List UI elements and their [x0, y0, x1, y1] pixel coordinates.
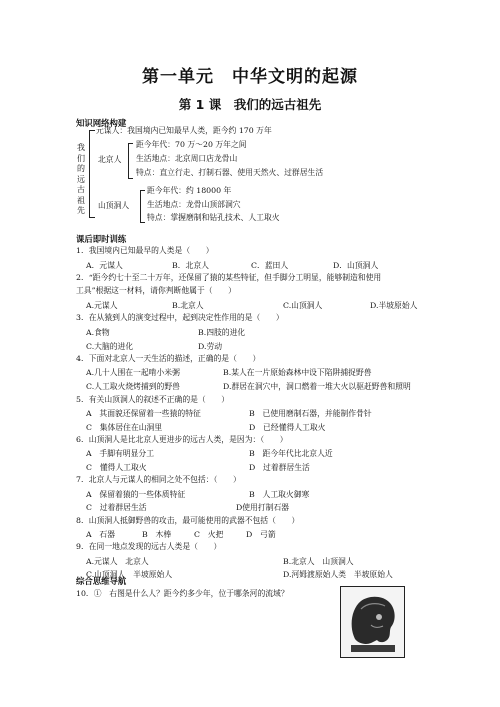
answer-option[interactable]: D.河姆渡原始人类 半坡原始人: [283, 570, 393, 579]
section-heading-practice: 课后即时训练: [76, 234, 127, 244]
question-stem: 6．山顶洞人是比北京人更进步的远古人类，是因为：（ ）: [76, 435, 288, 444]
tree-root-brace: [89, 130, 95, 218]
tree-root-label: 我们的远古祖先: [77, 143, 85, 215]
answer-option[interactable]: D使用打制石器: [236, 503, 290, 512]
answer-option[interactable]: B 人工取火御寒: [249, 490, 310, 499]
question-stem: 5．有关山顶洞人的叙述不正确的是（ ）: [76, 395, 230, 404]
answer-option[interactable]: D 过着群居生活: [249, 463, 310, 472]
question-stem: 9．在同一地点发现的远古人类是（ ）: [76, 542, 222, 551]
tree-shanding-brace: [140, 190, 145, 223]
question-stem: 10．① 右图是什么人？距今约多少年，位于哪条河的流域？: [76, 589, 289, 598]
answer-option[interactable]: B．北京人: [172, 261, 209, 270]
question-stem: 3．在从猿到人的演变过程中，起到决定性作用的是（ ）: [76, 313, 284, 322]
answer-option[interactable]: D 已经懂得人工取火: [249, 423, 326, 432]
answer-option[interactable]: B.某人在一片原始森林中设下陷阱捕捉野兽: [223, 368, 372, 377]
tree-beijing-item: 特点：直立行走、打制石器、使用天然火、过群居生活: [136, 168, 324, 177]
answer-option[interactable]: C.山顶洞人 半坡原始人: [86, 570, 173, 579]
answer-option[interactable]: B.北京人: [172, 301, 204, 310]
skull-illustration-icon: [341, 587, 404, 657]
answer-option[interactable]: C．蓝田人: [251, 261, 289, 270]
answer-option[interactable]: A 手脚有明显分工: [86, 449, 155, 458]
answer-option[interactable]: A.几十人围在一起啃小米粥: [86, 368, 180, 377]
question-stem: 7．北京人与元谋人的相同之处不包括：（ ）: [76, 475, 241, 484]
tree-beijing-label: 北京人: [98, 155, 122, 164]
unit-title: 第一单元 中华文明的起源: [142, 67, 358, 87]
answer-option[interactable]: D．山顶洞人: [333, 261, 379, 270]
answer-option[interactable]: C 过着群居生活: [86, 503, 147, 512]
lesson-title: 第 1 课 我们的远古祖先: [178, 97, 322, 112]
tree-shanding-label: 山顶洞人: [98, 201, 130, 210]
ancient-human-head-figure: [340, 586, 405, 658]
answer-option[interactable]: A.元谋人: [86, 301, 118, 310]
answer-option[interactable]: C 集体居住在山洞里: [86, 423, 163, 432]
tree-beijing-item: 距今年代：70 万～20 万年之间: [136, 140, 247, 149]
question-stem: 1．我国境内已知最早的人类是（ ）: [76, 246, 214, 255]
tree-shanding-item: 特点：掌握磨制和钻孔技术、人工取火: [147, 213, 280, 222]
answer-option[interactable]: C 懂得人工取火: [86, 463, 147, 472]
answer-option[interactable]: B 已使用磨制石器，并能制作骨针: [249, 409, 372, 418]
answer-option[interactable]: D.劳动: [198, 342, 223, 351]
answer-option[interactable]: B.四肢的进化: [198, 328, 246, 337]
answer-option[interactable]: A 其面貌还保留着一些猿的特征: [86, 409, 201, 418]
answer-option[interactable]: D.半坡原始人: [370, 301, 418, 310]
answer-option[interactable]: B 距今年代比北京人近: [249, 449, 333, 458]
answer-option[interactable]: B 木棒: [142, 530, 172, 539]
section-heading-synthesis: 综合思维导航: [76, 576, 127, 586]
answer-option[interactable]: A.食物: [86, 328, 110, 337]
answer-option[interactable]: C.山顶洞人: [283, 301, 323, 310]
answer-option[interactable]: D 弓箭: [246, 530, 276, 539]
answer-option[interactable]: C.人工取火烧烤捕到的野兽: [86, 382, 180, 391]
answer-option[interactable]: A.元谋人 北京人: [86, 557, 149, 566]
tree-beijing-brace: [128, 143, 133, 179]
answer-option[interactable]: C 火把: [194, 530, 224, 539]
section-heading-knowledge-network: 知识网络构建: [76, 118, 127, 128]
tree-shanding-item: 生活地点：龙骨山顶部洞穴: [147, 200, 241, 209]
answer-option[interactable]: B.北京人 山顶洞人: [283, 557, 354, 566]
answer-option[interactable]: C.大脑的进化: [86, 342, 134, 351]
answer-option[interactable]: D.群居在洞穴中，洞口燃着一堆大火以驱赶野兽和照明: [223, 382, 411, 391]
answer-option[interactable]: A．元谋人: [86, 261, 123, 270]
answer-option[interactable]: A 石器: [86, 530, 116, 539]
tree-shanding-item: 距今年代：约 18000 年: [147, 186, 232, 195]
question-stem: 2．“距今约七十至二十万年，还保留了猿的某些特征，但手脚分工明显，能够制造和使用: [76, 273, 382, 282]
answer-option[interactable]: A 保留着猿的一些体质特征: [86, 490, 186, 499]
question-stem: 8．山顶洞人抵御野兽的攻击，最可能使用的武器不包括（ ）: [76, 516, 300, 525]
question-stem-continued: 工具”根据这一材料，请你判断他属于（ ）: [76, 286, 236, 295]
tree-yuanmou: 元谋人：我国境内已知最早人类，距今约 170 万年: [96, 126, 272, 135]
question-stem: 4．下面对北京人一天生活的描述，正确的是（ ）: [76, 354, 261, 363]
tree-beijing-item: 生活地点：北京周口店龙骨山: [136, 154, 238, 163]
